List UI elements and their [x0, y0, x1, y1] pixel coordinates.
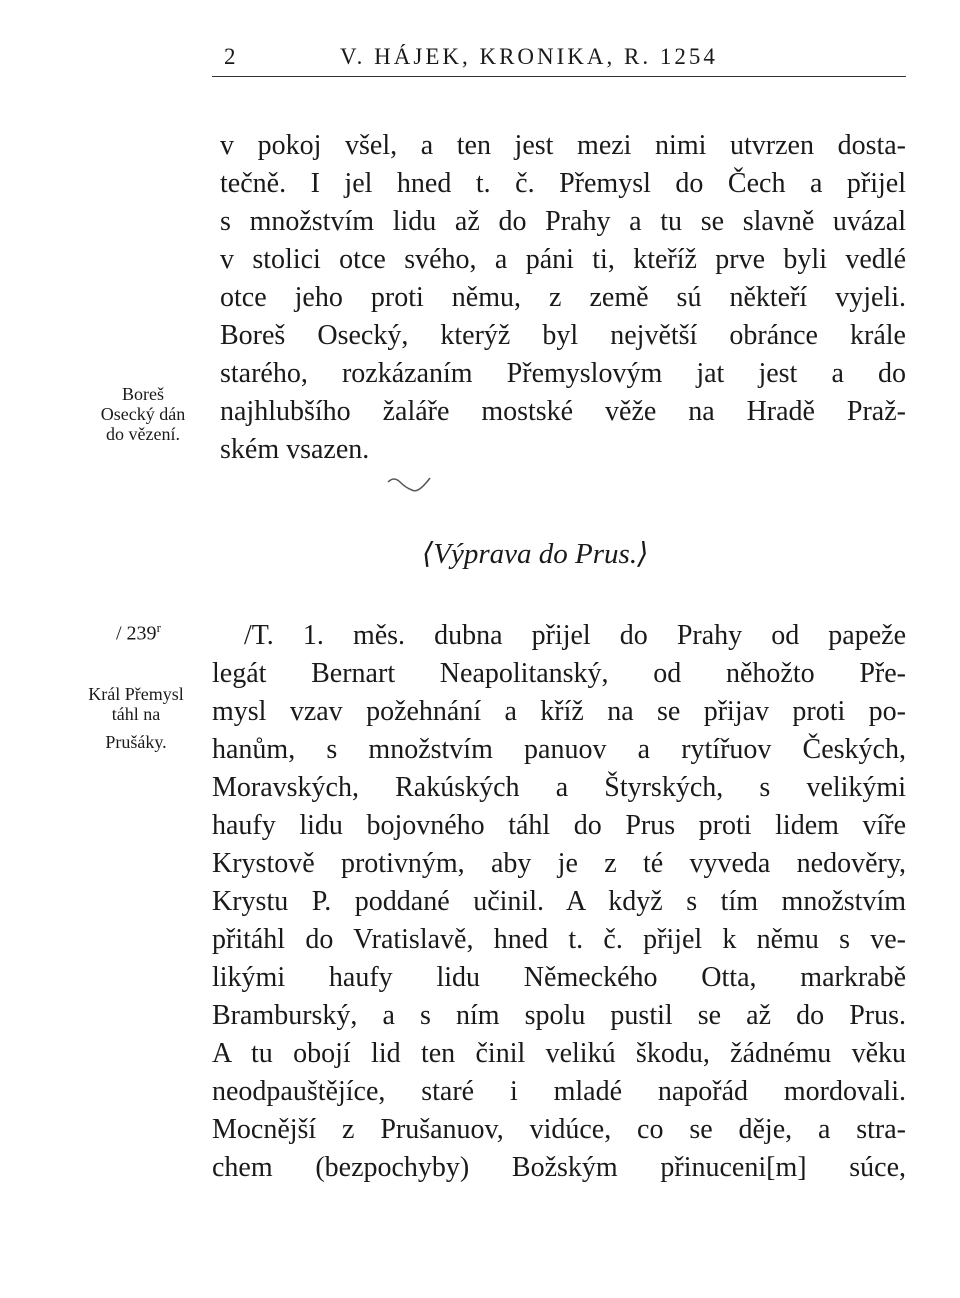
- text-line: mysl vzav požehnání a kříž na se přijav proti po-: [212, 696, 906, 727]
- folio-recto: r: [156, 620, 161, 635]
- margin-note-line: Prušáky.: [105, 732, 167, 752]
- text-line: přitáhl do Vratislavě, hned t. č. přijel k němu s ve-: [212, 924, 906, 955]
- text-line: A tu obojí lid ten činil velikú škodu, žádnému věku: [212, 1038, 906, 1069]
- margin-note-line: Osecký dán: [100, 404, 186, 424]
- margin-note-line: Král Přemysl: [88, 684, 184, 704]
- tilde-ornament: [386, 474, 432, 496]
- text-line: s množstvím lidu až do Prahy a tu se slavně uvázal: [220, 206, 906, 237]
- page-number: 2: [224, 44, 237, 69]
- text-line: otce jeho proti němu, z země sú někteří vyjeli.: [220, 282, 906, 313]
- text-line: haufy lidu bojovného táhl do Prus proti lidem víře: [212, 810, 906, 841]
- text-line: v pokoj všel, a ten jest mezi nimi utvrzen dosta-: [220, 130, 906, 161]
- text-line: Moravských, Rakúských a Štyrských, s velikými: [212, 772, 906, 803]
- section-heading: ⟨Výprava do Prus.⟩: [422, 538, 649, 570]
- text-line: Bramburský, a s ním spolu pustil se až do Prus.: [212, 1000, 906, 1031]
- text-line: starého, rozkázaním Přemyslovým jat jest a do: [220, 358, 906, 389]
- text-line: /T. 1. měs. dubna přijel do Prahy od papeže: [244, 620, 906, 651]
- text-line: Krystu P. poddané učinil. A když s tím množstvím: [212, 886, 906, 917]
- margin-note-line: táhl na: [111, 704, 161, 724]
- text-line: najhlubšího žaláře mostské věže na Hradě Praž-: [220, 396, 906, 427]
- text-line: tečně. I jel hned t. č. Přemysl do Čech a přijel: [220, 168, 906, 199]
- text-line: ském vsazen.: [220, 434, 370, 465]
- text-line: legát Bernart Neapolitanský, od něhožto Pře-: [212, 658, 906, 689]
- text-line: hanům, s množstvím panuov a rytířuov Českých,: [212, 734, 906, 765]
- text-line: Boreš Osecký, kterýž byl největší obránce krále: [220, 320, 906, 351]
- margin-note-premysl: [62, 684, 210, 752]
- margin-note-bores: [78, 384, 208, 444]
- running-title: V. HÁJEK, KRONIKA, R. 1254: [340, 44, 718, 69]
- folio-marker: [116, 620, 161, 646]
- text-line: likými haufy lidu Německého Otta, markrabě: [212, 962, 906, 993]
- text-line: neodpauštějíce, staré i mladé napořád mordovali.: [212, 1076, 906, 1107]
- text-line: Mocnější z Prušanuov, vidúce, co se děje, a stra-: [212, 1114, 906, 1145]
- text-line: v stolici otce svého, a páni ti, kteříž prve byli vedlé: [220, 244, 906, 275]
- folio-number: / 239: [116, 622, 157, 645]
- running-header: [212, 40, 906, 77]
- text-line: Krystově protivným, aby je z té vyveda nedověry,: [212, 848, 906, 879]
- text-line: chem (bezpochyby) Božským přinuceni[m] súce,: [212, 1152, 906, 1183]
- margin-note-line: Boreš: [122, 384, 164, 404]
- margin-note-line: do vězení.: [106, 424, 180, 444]
